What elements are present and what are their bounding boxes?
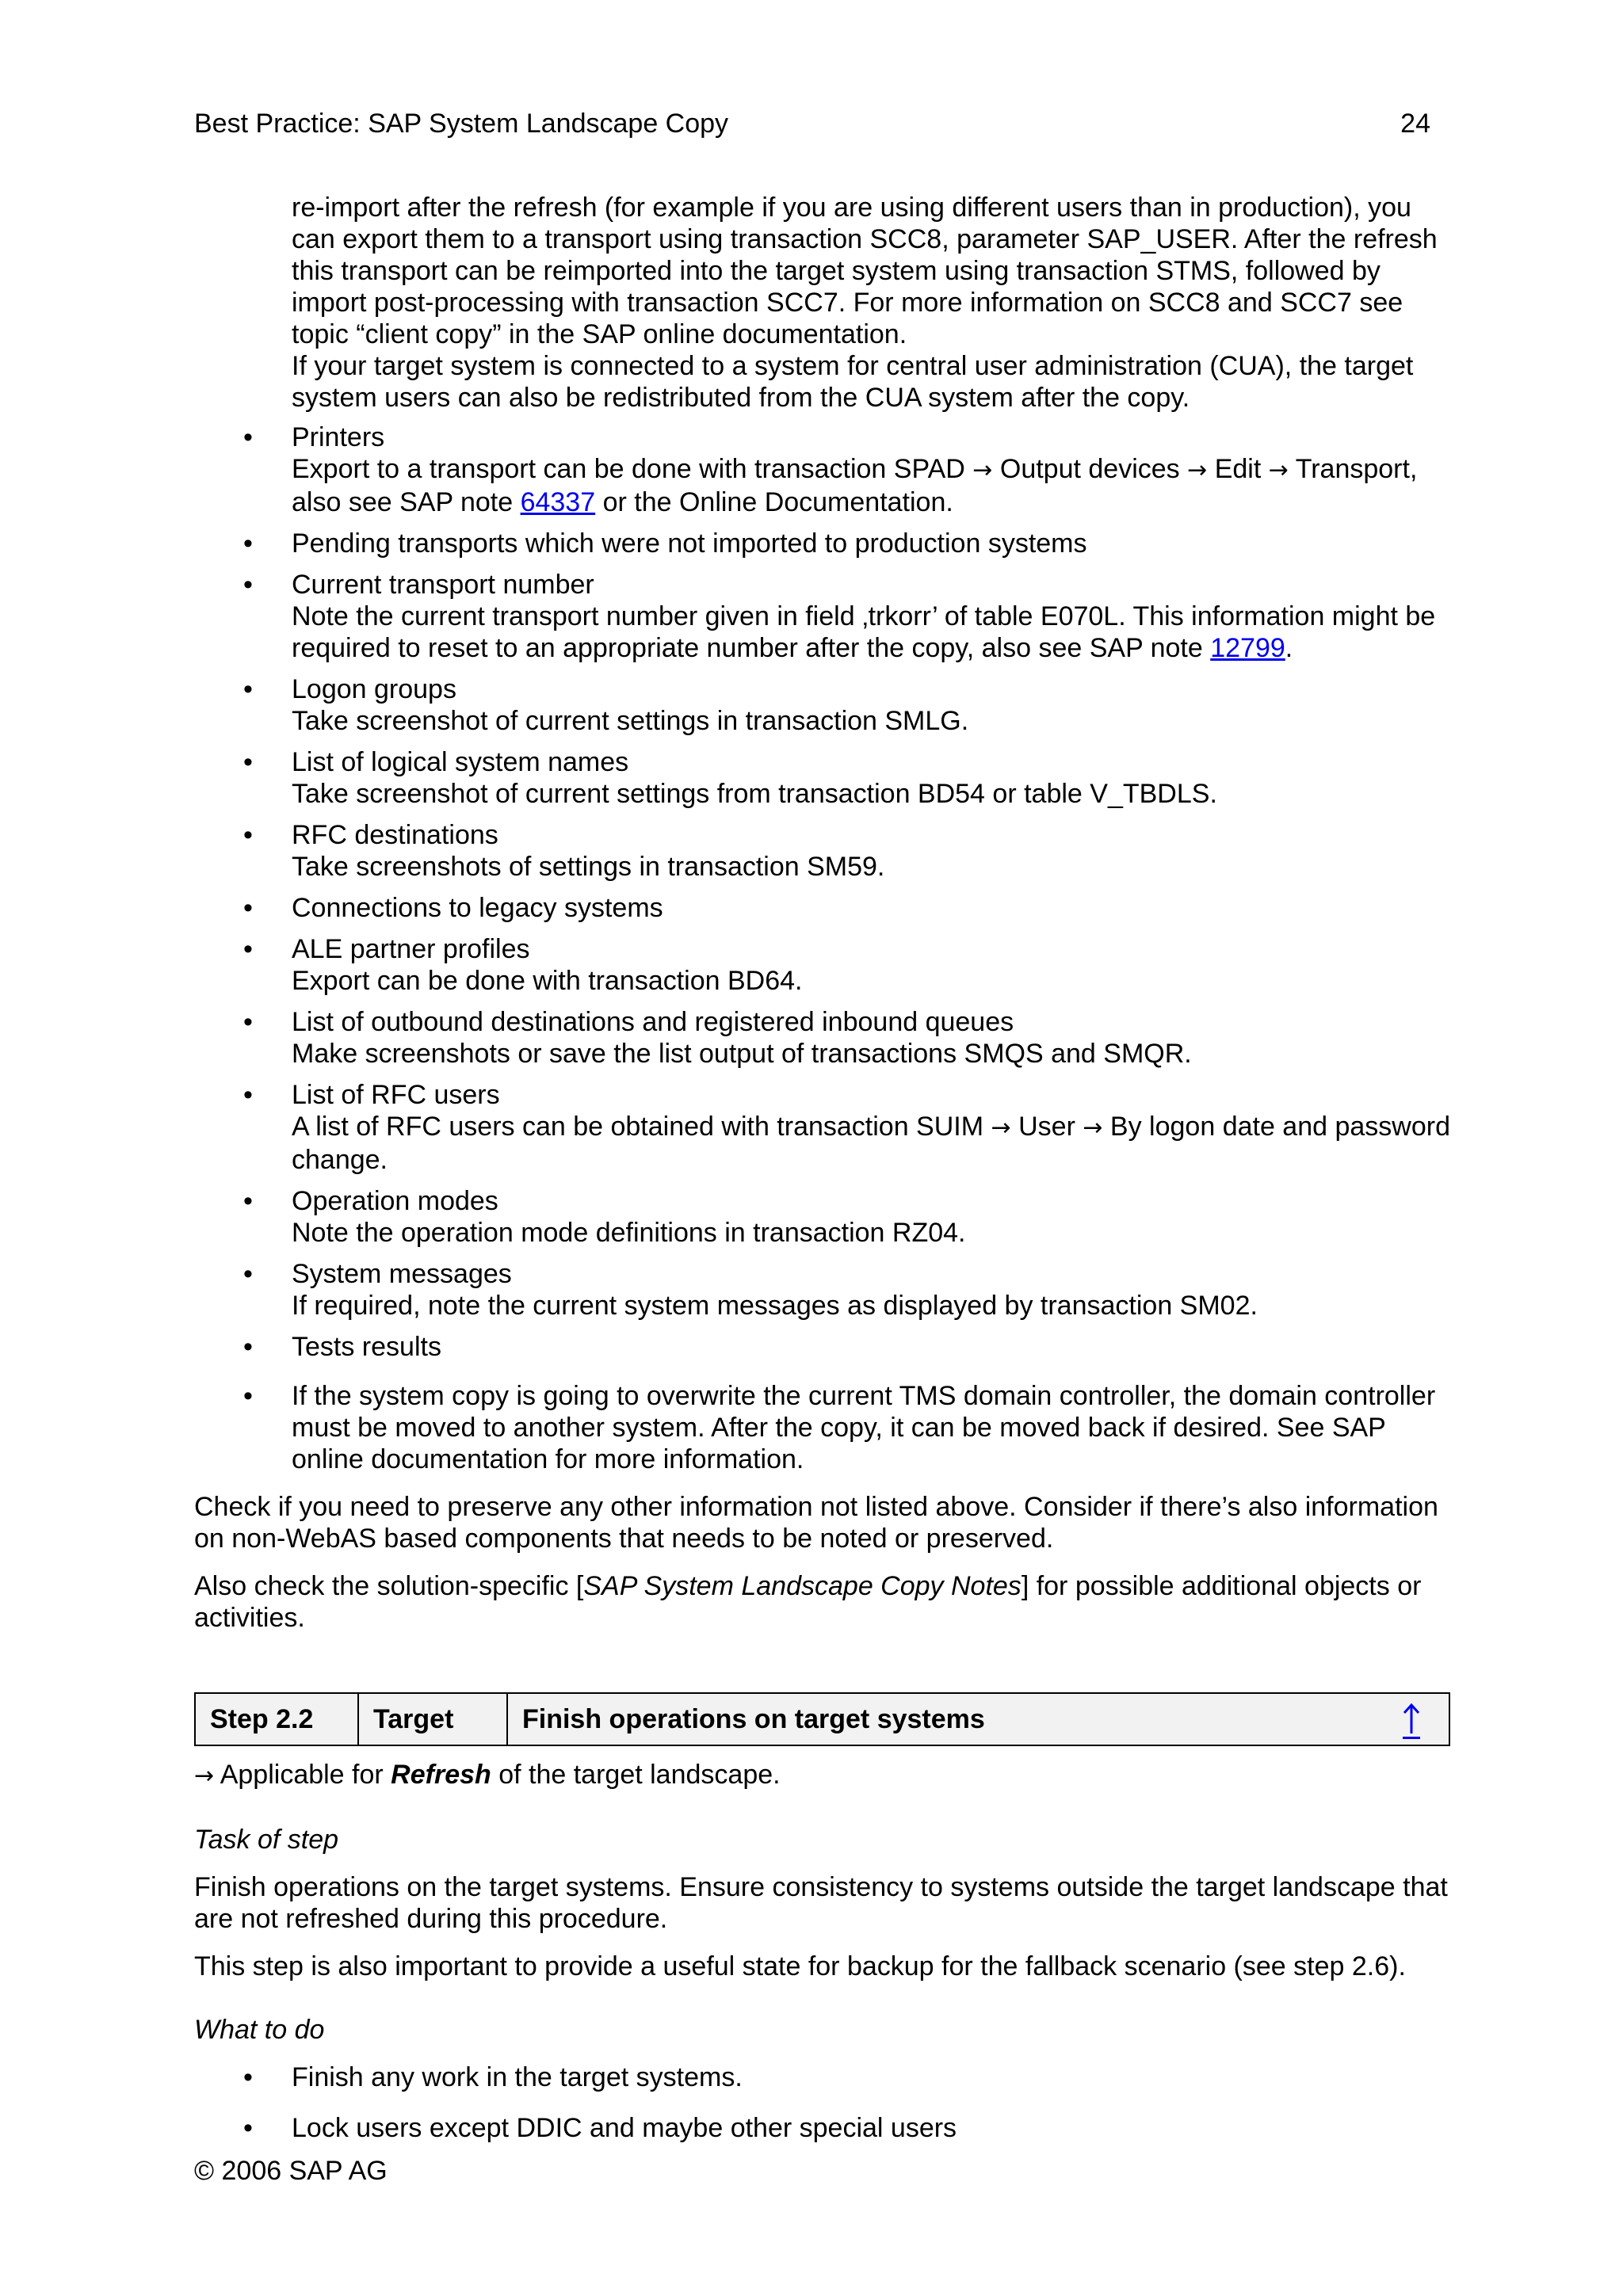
arrow-right-icon: → [1187,456,1208,484]
bullet-icon: • [243,674,253,704]
check-paragraph: Check if you need to preserve any other information not listed above. Consider if there’s also information on non-WebAS based components that needs to be noted or preserved. [194,1492,1438,1554]
list-item [194,528,1450,559]
item-detail: Take screenshots of settings in transaction SM59. [292,852,885,882]
bullet-icon: • [243,2113,253,2143]
item-title: List of outbound destinations and registered inbound queues [292,1007,1014,1037]
detail-text: Output devices [992,454,1188,484]
list-item [194,421,1450,518]
step-row [195,1693,1449,1745]
item-title: Pending transports which were not imported to production systems [292,528,1087,559]
header-title: Best Practice: SAP System Landscape Copy [194,109,729,139]
what-heading: What to do [194,2015,325,2045]
item-title: Logon groups [292,674,456,704]
arrow-right-icon: → [991,1114,1011,1142]
bullet-icon: • [243,2062,253,2092]
item-detail [292,453,1450,518]
item-detail: Note the operation mode definitions in transaction RZ04. [292,1218,966,1248]
detail-text: Note the current transport number given in field ‚trkorr’ of table E070L. This information might be required to reset to an appropriate number after the copy, also see SAP note [292,601,1436,663]
list-item [194,673,1450,737]
item-title: List of logical system names [292,747,629,777]
bullet-icon: • [243,1259,253,1289]
list-item [194,819,1450,883]
item-detail: Make screenshots or save the list output of transactions SMQS and SMQR. [292,1039,1192,1069]
bullet-icon: • [243,1007,253,1037]
refresh-label: Refresh [391,1760,491,1790]
bullet-icon: • [243,528,253,559]
list-item [194,1331,1450,1363]
task-heading: Task of step [194,1825,339,1855]
arrow-right-icon: → [1268,456,1289,484]
detail-text: By logon date and password change. [292,1112,1450,1175]
detail-text: Export to a transport can be done with transaction SPAD [292,454,973,484]
up-arrow-svg [1403,1702,1420,1735]
item-detail [292,601,1450,664]
item-title: Finish any work in the target systems. [292,2062,743,2092]
item-title: If the system copy is going to overwrite the current TMS domain controller, the domain controller must be moved to another system. After the copy, it can be moved back if desired. See SAP online documentation for more information. [292,1381,1436,1474]
step-title: Finish operations on target systems [522,1704,985,1734]
intro-text-2: If your target system is connected to a system for central user administration (CUA), the target system users can also be redistributed from the CUA system after the copy. [292,351,1414,413]
sap-note-link-64337[interactable]: 64337 [520,487,596,517]
detail-text: A list of RFC users can be obtained with transaction SUIM [292,1112,991,1142]
detail-text: User [1010,1112,1083,1142]
item-detail: Take screenshot of current settings from transaction BD54 or table V_TBDLS. [292,779,1217,809]
item-title: Tests results [292,1332,441,1362]
bullet-icon: • [243,1381,253,1411]
item-title: Current transport number [292,570,594,600]
bullet-icon: • [243,1080,253,1110]
list-item [194,1258,1450,1322]
list-item [194,1079,1450,1176]
arrow-right-icon: → [972,456,993,484]
notes-reference: SAP System Landscape Copy Notes [583,1571,1022,1601]
list-item [194,569,1450,664]
item-title: List of RFC users [292,1080,500,1110]
arrow-right-icon: → [1083,1114,1103,1142]
applicable-text: of the target landscape. [491,1760,781,1790]
detail-text: . [1285,633,1293,663]
also-check-text: Also check the solution-specific [ [194,1571,584,1601]
page-number: 24 [1400,109,1430,139]
bullet-icon: • [243,570,253,600]
item-title: Printers [292,422,385,452]
bullet-icon: • [243,893,253,923]
preserve-list [194,421,1450,1475]
sap-note-link-12799[interactable]: 12799 [1210,633,1285,663]
task-paragraph-2: This step is also important to provide a useful state for backup for the fallback scenario (see step 2.6). [194,1951,1406,1981]
list-item [194,2112,1450,2144]
detail-text: or the Online Documentation. [595,487,953,517]
list-item [194,1380,1450,1475]
bullet-icon: • [243,747,253,777]
step-title-cell [507,1693,1449,1745]
page-content [194,192,1450,2153]
applicable-text: Applicable for [214,1760,391,1790]
what-list [194,2061,1450,2144]
detail-text: Transport, also see SAP note [292,454,1418,517]
item-detail [292,1111,1450,1176]
bullet-icon: • [243,1332,253,1362]
applicable-line [194,1759,1450,1792]
also-check-paragraph [194,1570,1450,1634]
item-detail: Take screenshot of current settings in transaction SMLG. [292,706,969,736]
task-paragraph-1: Finish operations on the target systems. Ensure consistency to systems outside the target landscape that are not refreshed during this procedure. [194,1872,1448,1934]
list-item [194,892,1450,924]
list-item [194,746,1450,810]
bullet-icon: • [243,422,253,452]
list-item [194,1185,1450,1249]
item-detail: Export can be done with transaction BD64. [292,966,803,996]
item-title: Operation modes [292,1186,498,1216]
page-header [194,108,1430,139]
step-number: Step 2.2 [195,1693,358,1745]
bullet-icon: • [243,1186,253,1216]
item-detail: If required, note the current system messages as displayed by transaction SM02. [292,1291,1258,1321]
step-table [194,1692,1450,1746]
item-title: Connections to legacy systems [292,893,663,923]
item-title: Lock users except DDIC and maybe other special users [292,2113,957,2143]
page-footer: © 2006 SAP AG [194,2156,388,2186]
arrow-right-icon: → [194,1762,215,1790]
list-item [194,1006,1450,1070]
list-item [194,2061,1450,2093]
detail-text: Edit [1207,454,1269,484]
also-check-text: ] for possible additional objects or activities. [194,1571,1422,1633]
intro-paragraph [292,192,1450,414]
item-title: ALE partner profiles [292,934,530,964]
bullet-icon: • [243,934,253,964]
list-item [194,933,1450,997]
bullet-icon: • [243,820,253,850]
item-title: System messages [292,1259,512,1289]
up-arrow-icon[interactable] [1403,1702,1420,1739]
step-role: Target [358,1693,507,1745]
intro-text-1: re-import after the refresh (for example if you are using different users than in production), you can export them to a transport using transaction SCC8, parameter SAP_USER. After the refresh this transport can be reimported into the target system using transaction STMS, followed by import post-processing with transaction SCC7. For more information on SCC8 and SCC7 see topic “client copy” in the SAP online documentation. [292,193,1438,349]
item-title: RFC destinations [292,820,498,850]
